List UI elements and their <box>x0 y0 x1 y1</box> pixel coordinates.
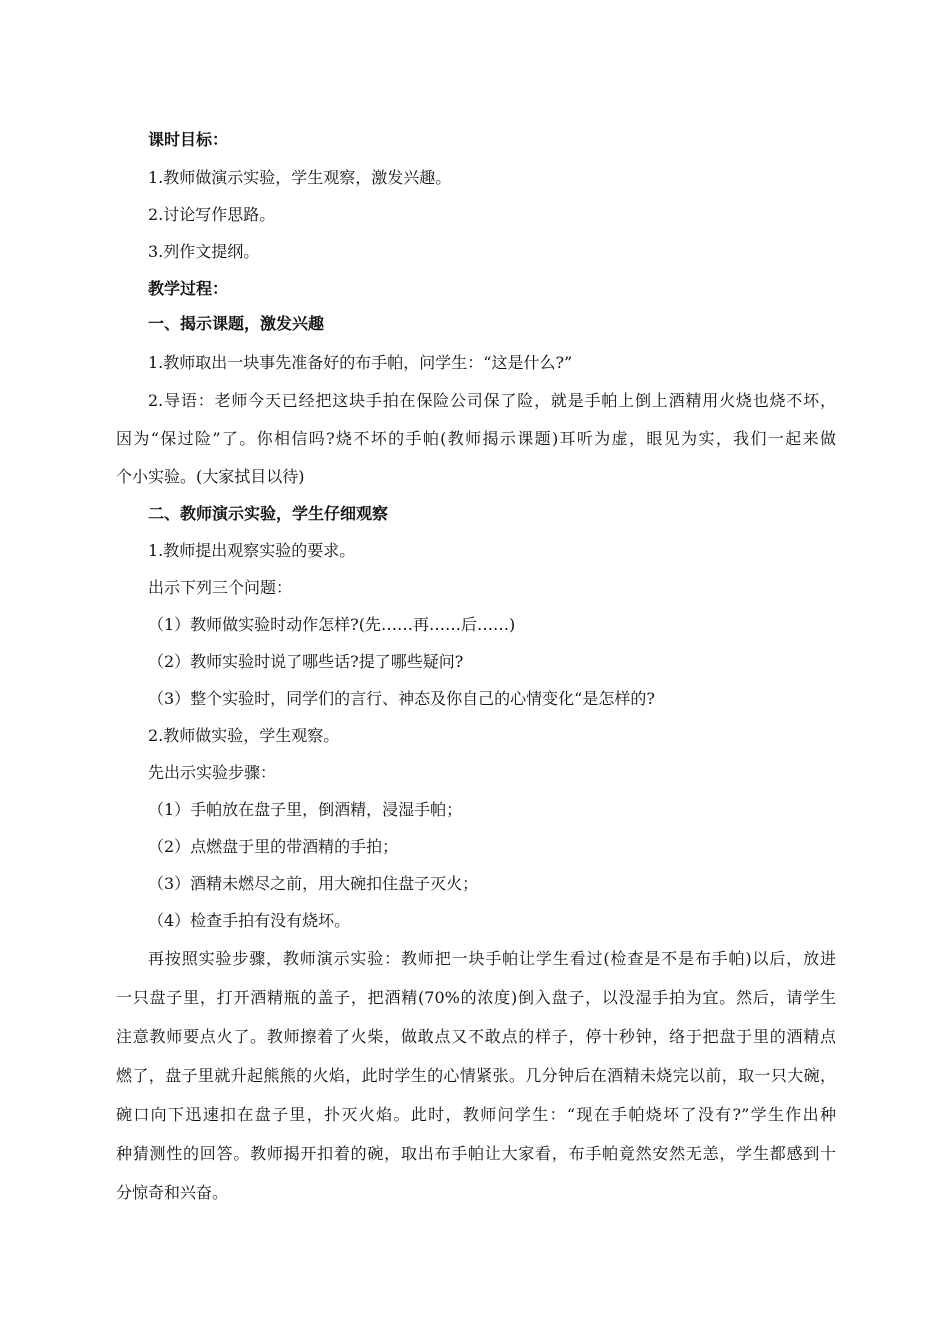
question-3: （3）整个实验时，同学们的言行、神态及你自己的心情变化“是怎样的? <box>148 689 655 708</box>
section1-heading: 一、揭示课题，激发兴趣 <box>148 314 325 333</box>
narrative-line-3: 注意教师要点火了。教师擦着了火柴，做敢点又不敢点的样子，停十秒钟，络于把盘于里的酒精点 <box>116 1027 836 1046</box>
section1-item-2-line-3: 个小实验。(大家拭目以待) <box>116 467 305 486</box>
question-1: （1）教师做实验时动作怎样?(先……再……后……) <box>148 615 516 634</box>
process-heading: 教学过程： <box>148 279 229 298</box>
section2-item-1: 1.教师提出观察实验的要求。 <box>148 541 356 560</box>
narrative-line-5: 碗口向下迅速扣在盘子里，扑灭火焰。此时，教师问学生：“现在手帕烧坏了没有?”学生作出种 <box>116 1105 836 1124</box>
step-4: （4）检查手拍有没有烧坏。 <box>148 911 351 930</box>
section2-heading: 二、教师演示实验，学生仔细观察 <box>148 504 389 523</box>
step-1: （1）手帕放在盘子里，倒酒精，浸湿手帕； <box>148 800 463 819</box>
questions-intro: 出示下列三个问题： <box>148 578 293 597</box>
narrative-line-7: 分惊奇和兴奋。 <box>116 1183 229 1202</box>
objectives-heading: 课时目标： <box>148 130 229 149</box>
narrative-line-4: 燃了，盘子里就升起熊熊的火焰，此时学生的心情紧张。几分钟后在酒精未烧完以前，取一只大碗， <box>116 1066 836 1085</box>
objective-item-1: 1.教师做演示实验，学生观察，激发兴趣。 <box>148 168 452 187</box>
step-2: （2）点燃盘于里的带酒精的手拍； <box>148 837 399 856</box>
steps-intro: 先出示实验步骤： <box>148 763 277 782</box>
narrative-line-2: 一只盘子里，打开酒精瓶的盖子，把酒精(70%的浓度)倒入盘子，以没湿手拍为宜。然后，请学生 <box>116 988 836 1007</box>
question-2: （2）教师实验时说了哪些话?提了哪些疑问? <box>148 652 464 671</box>
objective-item-2: 2.讨论写作思路。 <box>148 205 276 224</box>
narrative-line-6: 种猜测性的回答。教师揭开扣着的碗，取出布手帕让大家看，布手帕竟然安然无恙，学生都感到十 <box>116 1144 836 1163</box>
objective-item-3: 3.列作文提纲。 <box>148 242 260 261</box>
step-3: （3）酒精未燃尽之前，用大碗扣住盘子灭火； <box>148 874 479 893</box>
section1-item-2-line-1: 2.导语：老师今天已经把这块手拍在保险公司保了险，就是手帕上倒上酒精用火烧也烧不坏， <box>148 391 836 410</box>
narrative-line-1: 再按照实验步骤，教师演示实验：教师把一块手帕让学生看过(检查是不是布手帕)以后，放进 <box>148 949 836 968</box>
section1-item-1: 1.教师取出一块事先准备好的布手帕，问学生：“这是什么?” <box>148 353 573 372</box>
section1-item-2-line-2: 因为“保过险”了。你相信吗?烧不坏的手帕(教师揭示课题)耳听为虚，眼见为实，我们一起来做 <box>116 429 836 448</box>
section2-item-2: 2.教师做实验，学生观察。 <box>148 726 340 745</box>
